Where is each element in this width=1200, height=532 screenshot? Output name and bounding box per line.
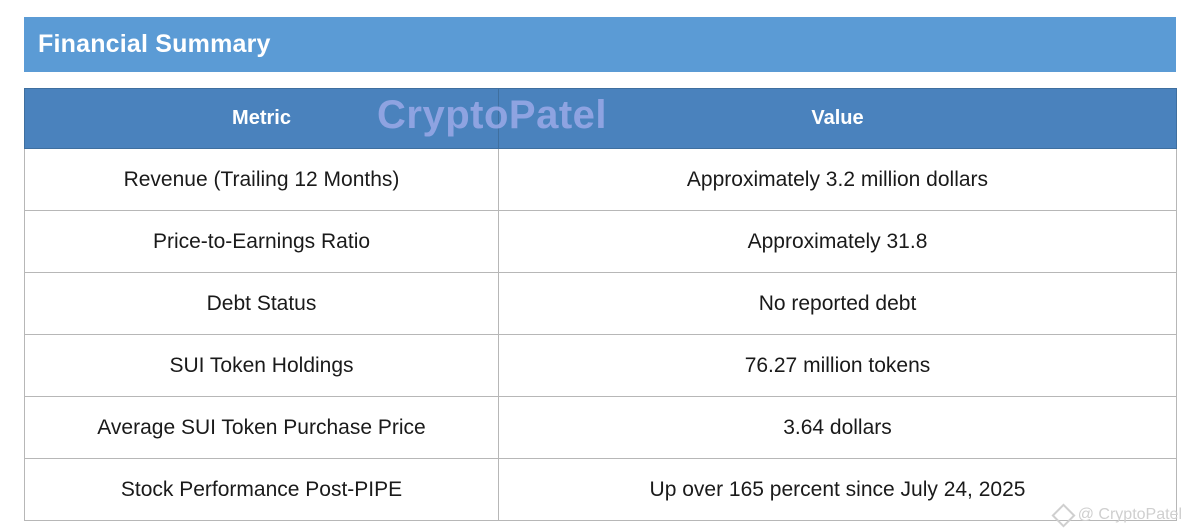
table-row: [25, 397, 1177, 459]
cell-value: 76.27 million tokens: [499, 335, 1177, 397]
cell-metric: Average SUI Token Purchase Price: [25, 397, 499, 459]
table-row: [25, 211, 1177, 273]
cell-value: Approximately 3.2 million dollars: [499, 149, 1177, 211]
column-header-value: Value: [499, 89, 1177, 149]
cell-value: Up over 165 percent since July 24, 2025: [499, 459, 1177, 521]
watermark-corner-label: @ CryptoPatel: [1077, 506, 1182, 523]
cell-metric: Price-to-Earnings Ratio: [25, 211, 499, 273]
table-row: [25, 335, 1177, 397]
cell-metric: SUI Token Holdings: [25, 335, 499, 397]
title-bar: [24, 17, 1176, 72]
cell-value: No reported debt: [499, 273, 1177, 335]
financial-summary-table: [24, 88, 1177, 521]
column-header-metric: Metric: [25, 89, 499, 149]
table-row: [25, 273, 1177, 335]
table-header-row: [25, 89, 1177, 149]
cell-metric: Stock Performance Post-PIPE: [25, 459, 499, 521]
cell-value: 3.64 dollars: [499, 397, 1177, 459]
cell-metric: Debt Status: [25, 273, 499, 335]
cell-metric: Revenue (Trailing 12 Months): [25, 149, 499, 211]
page-title: Financial Summary: [38, 30, 271, 58]
watermark-center: CryptoPatel: [377, 93, 607, 137]
cell-value: Approximately 31.8: [499, 211, 1177, 273]
table-row: [25, 149, 1177, 211]
table-row: [25, 459, 1177, 521]
